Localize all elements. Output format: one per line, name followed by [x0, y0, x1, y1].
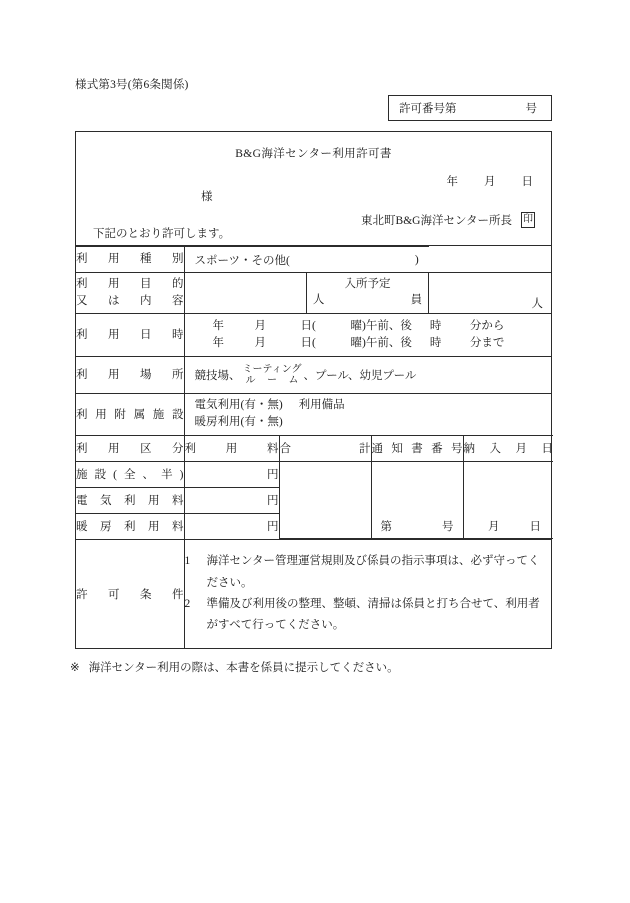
issuer-line [361, 212, 535, 228]
from-year: 年 [212, 319, 224, 332]
fee-table-header-row [76, 435, 553, 461]
document-frame [75, 131, 552, 649]
fee-table [76, 435, 553, 540]
condition-1-text: 海洋センター管理運営規則及び係員の指示事項は、必ず守ってください。 [206, 555, 540, 589]
fee-amount-facility[interactable]: 円 [184, 461, 279, 487]
attendance-label-line2: 人員 [312, 294, 423, 306]
condition-2-number: 2 [184, 598, 191, 610]
issuer-name: 東北町B&G海洋センター所長 [361, 215, 512, 227]
to-month: 月 [254, 337, 266, 349]
footnote-text: 海洋センター利用の際は、本書を係員に提示してください。 [88, 662, 399, 674]
intro-text: 下記のとおり許可します。 [93, 228, 231, 240]
fee-amount-heating[interactable]: 円 [184, 513, 279, 539]
label-usage-place: 利用場所 [76, 357, 184, 394]
issue-date-line [447, 173, 534, 189]
facility-electricity: 電気利用(有・無) [194, 399, 283, 411]
usage-type-options: スポーツ・その他( [194, 254, 290, 267]
notice-number-suffix: 号 [442, 521, 454, 533]
facility-line1 [195, 397, 542, 414]
date-year-label: 年 [446, 176, 458, 188]
fee-amount-electricity[interactable]: 円 [184, 487, 279, 513]
fee-category-electricity: 電気利用料 [76, 487, 184, 513]
datetime-line-to [213, 335, 552, 352]
date-month-label: 月 [484, 176, 496, 188]
to-year: 年 [212, 337, 224, 349]
condition-item-2 [185, 594, 552, 637]
attendance-unit: 人 [531, 298, 543, 310]
addressee-honorific: 様 [201, 191, 213, 203]
permit-number-box[interactable] [388, 95, 552, 121]
conditions-table [76, 539, 551, 648]
value-expected-attendance[interactable] [429, 273, 551, 314]
to-minute: 分まで [469, 337, 505, 349]
form-number: 様式第3号(第6条関係) [75, 79, 189, 91]
usage-type-paren: ) [414, 253, 419, 266]
label-purpose-line1: 利用目的 [76, 278, 184, 291]
value-attached-facility[interactable] [184, 394, 551, 435]
seal-icon: 印 [521, 212, 535, 228]
table-row-purpose [76, 273, 551, 314]
from-minute: 分から [469, 319, 505, 332]
header-block [76, 132, 551, 246]
attendance-label-line1: 入所予定 [344, 278, 391, 291]
facility-line2 [195, 414, 542, 431]
condition-item-1 [185, 551, 552, 594]
place-option-pools: 、プール、幼児プール [303, 370, 417, 382]
fee-header-payment-date: 納入月日 [463, 435, 553, 461]
label-usage-type: 利用種別 [76, 247, 184, 273]
value-usage-place[interactable] [184, 357, 551, 394]
fee-total-value[interactable] [279, 461, 371, 539]
value-usage-type[interactable] [184, 247, 429, 273]
place-option-stadium: 競技場、 [194, 370, 241, 382]
table-row-datetime [76, 314, 551, 357]
table-row-usage-type [76, 247, 551, 273]
label-attached-facility: 利用附属施設 [76, 394, 184, 435]
permit-number-label: 許可番号第 [399, 103, 457, 115]
table-row-fee-facility [76, 461, 553, 487]
payment-date-value[interactable] [463, 461, 553, 539]
to-day: 日( [300, 337, 316, 349]
table-row-place [76, 357, 551, 394]
datetime-line-from [213, 318, 552, 335]
notice-number-prefix: 第 [380, 521, 392, 533]
from-weekday-ampm: 曜)午前、後 [350, 319, 412, 332]
fee-category-heating: 暖房利用料 [76, 513, 184, 539]
condition-1-number: 1 [184, 555, 191, 568]
payment-date-month: 月 [488, 521, 500, 533]
meeting-room-bottom: ルーム [245, 375, 299, 386]
label-expected-attendance [306, 273, 428, 314]
meeting-room-top: ミーティング [242, 363, 302, 375]
label-purpose [76, 273, 184, 314]
footnote [70, 659, 399, 675]
fee-category-facility: 施設(全、半) [76, 461, 184, 487]
page-title: B&G海洋センター利用許可書 [235, 148, 392, 160]
facility-equipment: 利用備品 [298, 399, 345, 411]
from-month: 月 [254, 319, 266, 332]
fee-header-notice-number: 通知書番号 [371, 435, 463, 461]
from-day: 日( [300, 319, 316, 332]
label-usage-datetime: 利用日時 [76, 314, 184, 357]
date-day-label: 日 [521, 176, 533, 188]
value-usage-datetime[interactable] [184, 314, 551, 357]
label-permit-conditions: 許可条件 [76, 540, 184, 649]
fee-header-fee: 利用料 [184, 435, 279, 461]
value-permit-conditions [184, 540, 551, 649]
fee-header-total: 合計 [279, 435, 371, 461]
table-row-facility [76, 394, 551, 435]
condition-2-text: 準備及び利用後の整理、整頓、清掃は係員と打ち合せて、利用者がすべて行ってください。 [206, 598, 540, 632]
permit-number-suffix: 号 [525, 103, 537, 115]
from-hour: 時 [429, 319, 442, 332]
info-table [76, 246, 551, 435]
table-row-conditions [76, 540, 551, 649]
value-purpose[interactable] [184, 273, 306, 314]
place-option-meeting-room [243, 364, 302, 386]
payment-date-day: 日 [529, 521, 541, 533]
to-hour: 時 [429, 337, 442, 349]
footnote-mark-icon: ※ [70, 662, 80, 674]
notice-number-value[interactable] [371, 461, 463, 539]
to-weekday-ampm: 曜)午前、後 [350, 337, 412, 349]
fee-header-category: 利用区分 [76, 435, 184, 461]
label-purpose-line2: 又は内容 [76, 295, 184, 307]
facility-heating: 暖房利用(有・無) [194, 416, 283, 429]
